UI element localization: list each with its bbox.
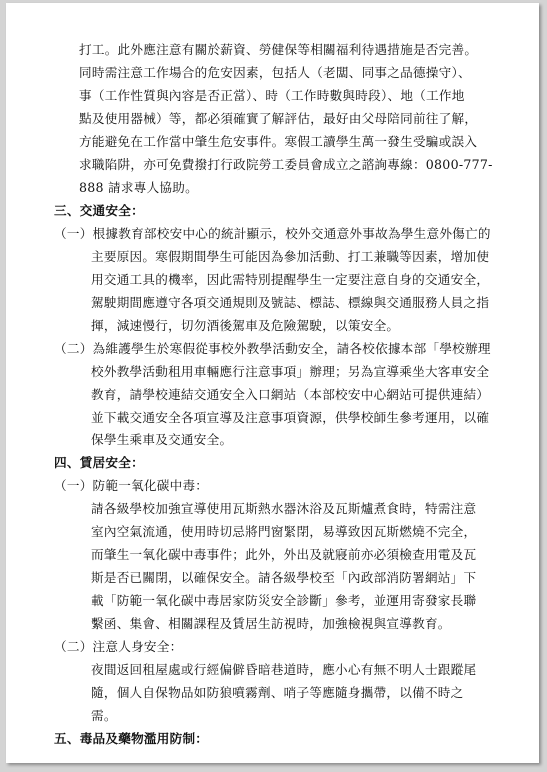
text-line: 繫函、集會、相關課程及賃居生訪視時，加強檢視與宣導教育。 [91,616,451,632]
text-line: 需。 [91,708,117,723]
section-heading: 三、交通安全： [54,202,144,218]
text-line: 方能避免在工作當中肇生危安事件。寒假工讀學生萬一發生受騙或誤入 [79,133,478,149]
text-line: 駕駛期間應遵守各項交通規則及號誌、標誌、標線與交通服務人員之指 [91,294,490,310]
text-line: 保學生乘車及交通安全。 [91,432,233,448]
section-heading: 四、賃居安全： [54,455,144,471]
text-line: 夜間返回租屋處或行經偏僻昏暗巷道時，應小心有無不明人士跟蹤尾 [91,662,477,678]
text-line: 校外教學活動租用車輛應行注意事項」辦理；另為宣導乘坐大客車安全 [91,363,490,379]
text-line: 斯是否已關閉，以確保安全。請各級學校至「內政部消防署網站」下 [91,570,477,586]
text-line: 教育，請學校連結交通安全入口網站（本部校安中心網站可提供連結） [91,386,490,402]
text-line: 主要原因。寒假期間學生可能因為參加活動、打工兼職等因素，增加使 [91,248,490,264]
text-line: 打工。此外應注意有關於薪資、勞健保等相關福利待遇措施是否完善。 [79,42,478,57]
text-line: 請各級學校加強宣導使用瓦斯熱水器沐浴及瓦斯爐煮食時，特需注意 [91,501,477,517]
text-line: 求職陷阱，亦可免費撥打行政院勞工委員會成立之諮詢專線：0800-777- [79,156,493,172]
document-page [6,3,539,763]
text-line: 888 請求專人協助。 [79,179,198,195]
text-line: 揮，減速慢行，切勿酒後駕車及危險駕駛，以策安全。 [91,317,400,333]
section-heading: 五、毒品及藥物濫用防制： [54,731,209,746]
text-line: 點及使用器械）等，都必須確實了解評估，最好由父母陪同前往了解， [79,110,478,126]
text-line: 室內空氣流通，使用時切忌將門窗緊閉，易導致因瓦斯燃燒不完全， [91,524,477,540]
text-line: 而肇生一氧化碳中毒事件；此外，外出及就寢前亦必須檢查用電及瓦 [91,547,477,563]
text-line: 隨，個人自保物品如防狼噴霧劑、哨子等應隨身攜帶，以備不時之 [91,685,464,701]
text-line: 事（工作性質與內容是否正當）、時（工作時數與時段）、地（工作地 [79,87,465,103]
subsection-heading: （二）注意人身安全： [54,639,183,655]
text-line: 同時需注意工作場合的危安因素，包括人（老闆、同事之品德操守）、 [79,65,471,80]
text-line: 載「防範一氧化碳中毒居家防災安全診斷」參考，並運用寄發家長聯 [91,593,477,609]
subsection-heading: （一）防範一氧化碳中毒： [54,478,209,494]
text-line: （一）根據教育部校安中心的統計顯示，校外交通意外事故為學生意外傷亡的 [54,225,491,241]
text-line: （二）為維護學生於寒假從事校外教學活動安全，請各校依據本部「學校辦理 [54,340,491,356]
text-line: 用交通工具的機率，因此需特別提醒學生一定要注意自身的交通安全， [91,271,490,287]
text-line: 並下載交通安全各項宣導及注意事項資源，供學校師生參考運用，以確 [91,409,490,425]
